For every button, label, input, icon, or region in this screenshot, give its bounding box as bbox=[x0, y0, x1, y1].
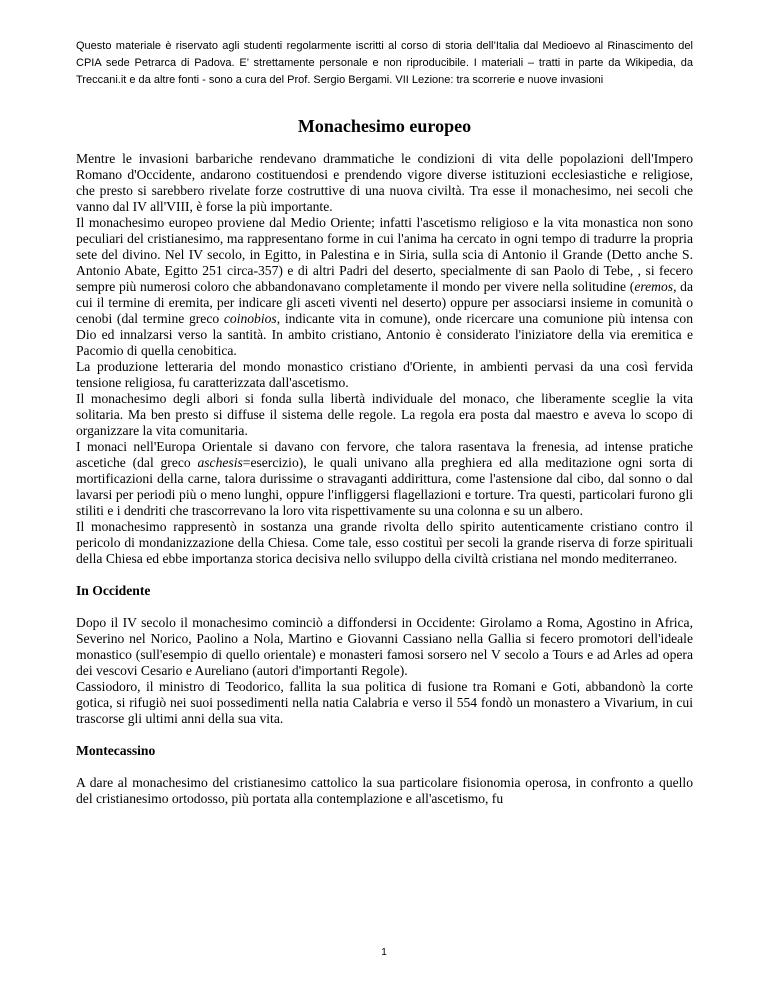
paragraph-ascetic-practices: I monaci nell'Europa Orientale si davano con fervore, che talora rasentava la frenesia, ad intense pratiche ascetiche (dal greco aschesis=esercizio), le quali univano alla preghiera ed alla meditazione ogni sorta di mortificazioni della carne, talora durissime o stravaganti addirittura, come l'astensione dal cibo, dal sonno o dal lavarsi per periodi più o meno lunghi, oppure l'infliggersi flagellazioni e torture. Tra questi, particolari furono gli stiliti e i dendriti che trascorrevano la loro vita rispettivamente su una colonna e su un albero. bbox=[76, 439, 693, 518]
paragraph-cassiodoro: Cassiodoro, il ministro di Teodorico, fallita la sua politica di fusione tra Romani e Goti, abbandonò la corte gotica, si rifugiò nei suoi possedimenti nella natia Calabria e verso il 554 fondò un monastero a Vivarium, in cui trascorse gli ultimi anni della sua vita. bbox=[76, 679, 693, 726]
paragraph-intro: Mentre le invasioni barbariche rendevano drammatiche le condizioni di vita delle popolazioni dell'Impero Romano d'Occidente, andarono costituendosi e prendendo vigore diverse istituzioni ecclesiastiche e religiose, che presto si sarebbero rivelate forze costruttive di una nuova civiltà. Tra esse il monachesimo, nei secoli che vanno dal IV all'VIII, è forse la più importante. bbox=[76, 151, 693, 214]
paragraph-west-spread: Dopo il IV secolo il monachesimo cominciò a diffondersi in Occidente: Girolamo a Roma, Agostino in Africa, Severino nel Norico, Paolino a Nola, Martino e Giovanni Cassiano nella Gallia si fecero promotori dell'ideale monastico (sull'esempio di quello orientale) e monasteri famosi sorsero nel V secolo a Tours e ad Arles ad opera dei vescovi Cesario e Aureliano (autori d'importanti Regole). bbox=[76, 615, 693, 678]
paragraph-significance: Il monachesimo rappresentò in sostanza una grande rivolta dello spirito autenticamente cristiano contro il pericolo di mondanizzazione della Chiesa. Come tale, esso costituì per secoli la grande riserva di forze spirituali della Chiesa ed ebbe importanza storica decisiva nello sviluppo della civiltà cristiana nel mondo mediterraneo. bbox=[76, 519, 693, 566]
paragraph-literature: La produzione letteraria del mondo monastico cristiano d'Oriente, in ambienti pervasi da una così fervida tensione religiosa, fu caratterizzata dall'ascetismo. bbox=[76, 359, 693, 390]
header-notice: Questo materiale è riservato agli studenti regolarmente iscritti al corso di storia dell’Italia dal Medioevo al Rinascimento del CPIA sede Petrarca di Padova. E’ strettamente personale e non riproducibile. I materiali – tratti in parte da Wikipedia, da Treccani.it e da altre fonti - sono a cura del Prof. Sergio Bergami. VII Lezione: tra scorrerie e nuove invasioni bbox=[76, 40, 693, 86]
document-body bbox=[76, 151, 693, 807]
section-heading-occidente: In Occidente bbox=[76, 583, 151, 598]
paragraph-origins: Il monachesimo europeo proviene dal Medio Oriente; infatti l'ascetismo religioso e la vita monastica non sono peculiari del cristianesimo, ma rappresentano forme in cui l'anima ha cercato in ogni tempo di tradurre la propria sete del divino. Nel IV secolo, in Egitto, in Palestina e in Siria, sulla scia di Antonio il Grande (Detto anche S. Antonio Abate, Egitto 251 circa-357) e di altri Padri del deserto, specialmente di san Paolo di Tebe, , si fecero sempre più numerosi coloro che abbandonavano completamente il mondo per vivere nella solitudine (eremos, da cui il termine di eremita, per indicare gli asceti viventi nel deserto) oppure per associarsi insieme in comunità o cenobi (dal termine greco coinobios, indicante vita in comune), onde ricercare una comunione più intensa con Dio ed innalzarsi verso la santità. In ambito cristiano, Antonio è considerato l'iniziatore della via eremitica e Pacomio di quella cenobitica. bbox=[76, 215, 693, 358]
paragraph-montecassino: A dare al monachesimo del cristianesimo cattolico la sua particolare fisionomia operosa, in confronto a quello del cristianesimo ortodosso, più portata alla contemplazione e all'ascetismo, fu bbox=[76, 775, 693, 806]
term-coinobios: coinobios bbox=[223, 311, 277, 326]
paragraph-rules: Il monachesimo degli albori si fonda sulla libertà individuale del monaco, che liberamente sceglie la vita solitaria. Ma ben presto si diffuse il sistema delle regole. La regola era posta dal maestro e aveva lo scopo di organizzare la vita comunitaria. bbox=[76, 391, 693, 438]
section-heading-montecassino: Montecassino bbox=[76, 743, 156, 758]
page-number: 1 bbox=[381, 947, 387, 958]
term-aschesis: aschesis bbox=[197, 455, 243, 470]
page-title: Monachesimo europeo bbox=[297, 116, 472, 136]
term-eremos: eremos bbox=[634, 279, 674, 294]
